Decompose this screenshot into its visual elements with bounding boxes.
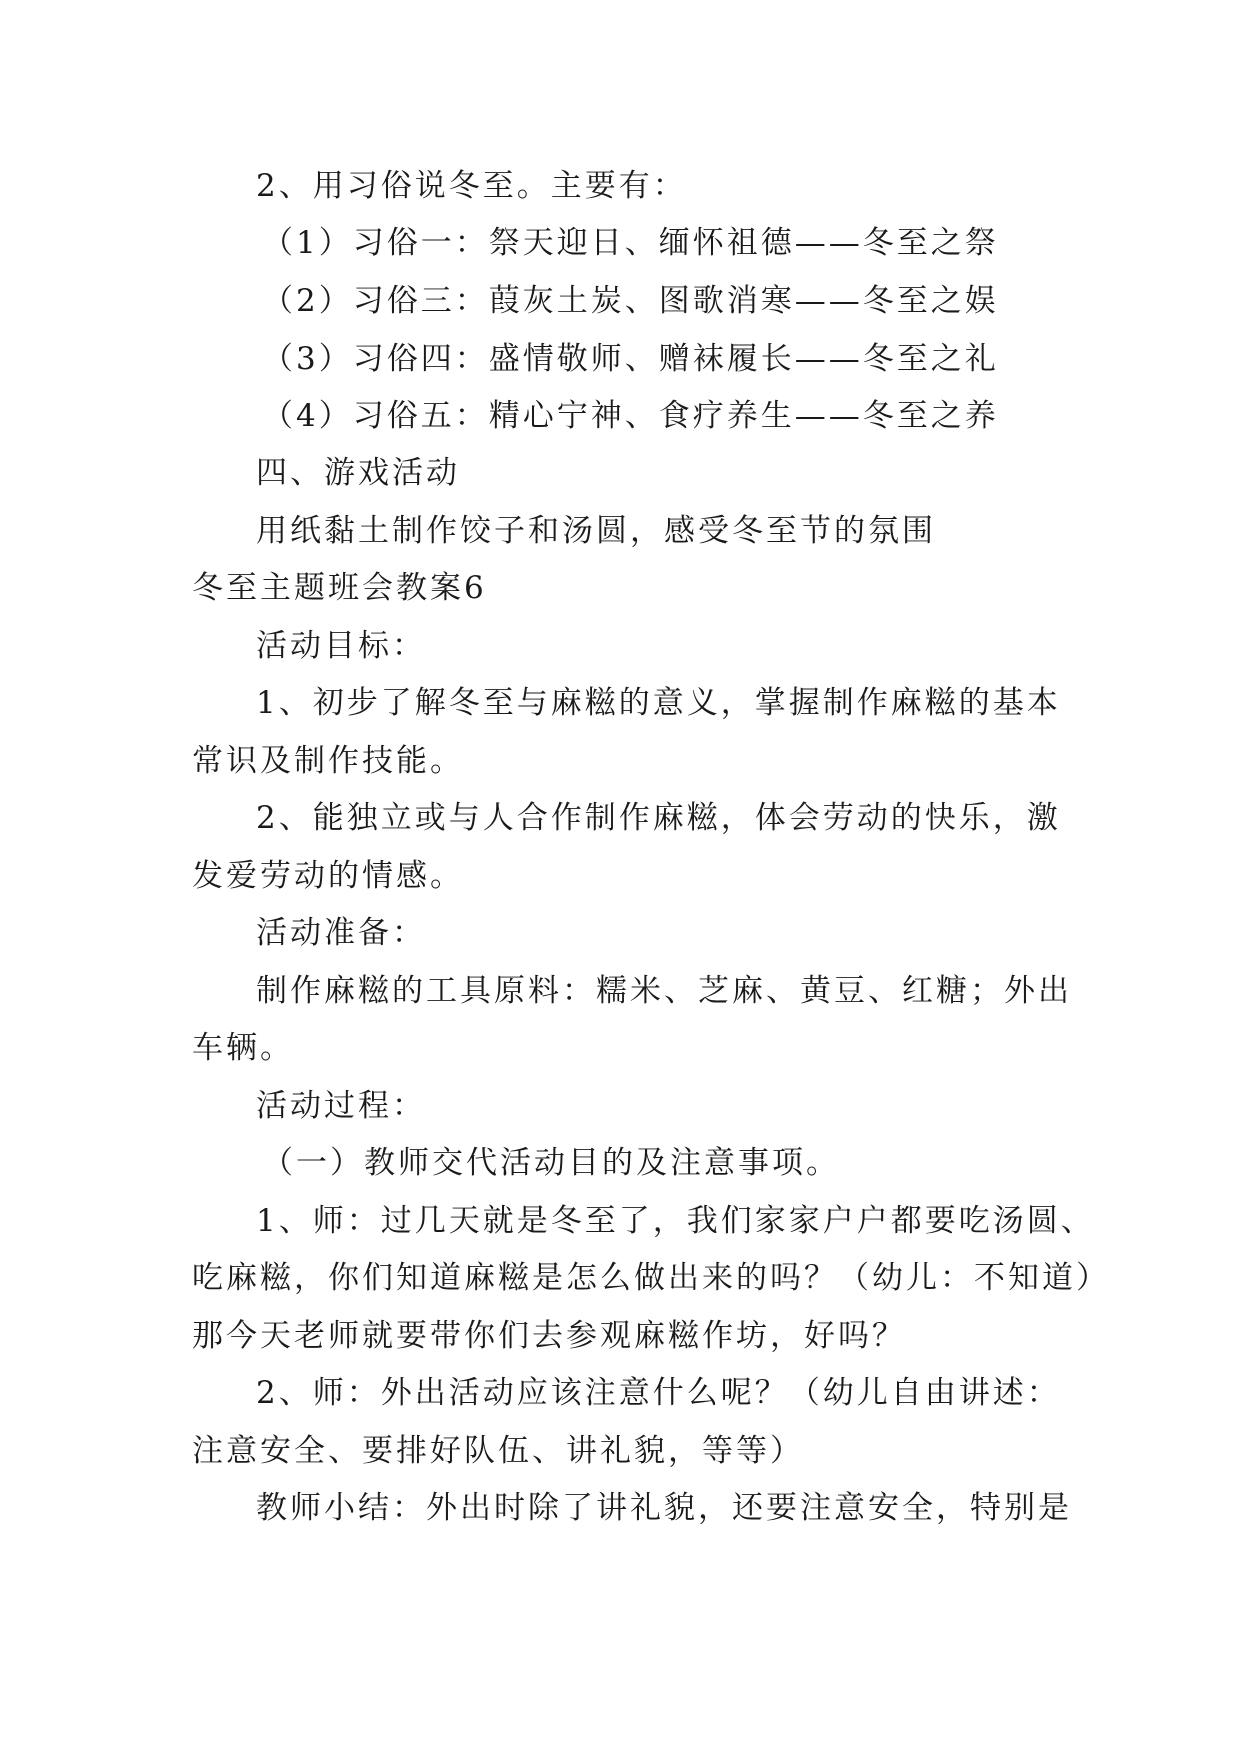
section-heading: 活动目标： bbox=[256, 628, 426, 664]
document-title: 冬至主题班会教案6 bbox=[192, 570, 487, 606]
paragraph-line: 常识及制作技能。 bbox=[192, 743, 464, 779]
paragraph-line: （一）教师交代活动目的及注意事项。 bbox=[262, 1145, 840, 1181]
paragraph-line: 吃麻糍，你们知道麻糍是怎么做出来的吗？（幼儿：不知道） bbox=[192, 1260, 1110, 1296]
paragraph-line: 2、师：外出活动应该注意什么呢？（幼儿自由讲述： bbox=[256, 1375, 1061, 1411]
paragraph-line: 2、能独立或与人合作制作麻糍，体会劳动的快乐，激 bbox=[256, 800, 1061, 836]
custom-item-3: （3）习俗四：盛情敬师、赠袜履长——冬至之礼 bbox=[262, 341, 999, 377]
custom-item-4: （4）习俗五：精心宁神、食疗养生——冬至之养 bbox=[262, 398, 999, 434]
paragraph-line: 2、用习俗说冬至。主要有： bbox=[256, 168, 687, 204]
custom-item-2: （2）习俗三：葭灰土炭、图歌消寒——冬至之娱 bbox=[262, 283, 999, 319]
paragraph-line: 1、师：过几天就是冬至了，我们家家户户都要吃汤圆、 bbox=[256, 1203, 1095, 1239]
paragraph-line: 注意安全、要排好队伍、讲礼貌，等等） bbox=[192, 1433, 804, 1469]
paragraph-line: 发爱劳动的情感。 bbox=[192, 858, 464, 894]
paragraph-line: 制作麻糍的工具原料：糯米、芝麻、黄豆、红糖；外出 bbox=[256, 973, 1072, 1009]
paragraph-line: 用纸黏土制作饺子和汤圆，感受冬至节的氛围 bbox=[256, 513, 936, 549]
paragraph-line: 1、初步了解冬至与麻糍的意义，掌握制作麻糍的基本 bbox=[256, 685, 1061, 721]
paragraph-line: 车辆。 bbox=[192, 1030, 294, 1066]
custom-item-1: （1）习俗一：祭天迎日、缅怀祖德——冬至之祭 bbox=[262, 225, 999, 261]
paragraph-line: 那今天老师就要带你们去参观麻糍作坊，好吗？ bbox=[192, 1318, 906, 1354]
paragraph-line: 教师小结：外出时除了讲礼貌，还要注意安全，特别是 bbox=[256, 1490, 1072, 1526]
section-heading: 活动过程： bbox=[256, 1088, 426, 1124]
section-heading: 活动准备： bbox=[256, 915, 426, 951]
section-heading: 四、游戏活动 bbox=[256, 455, 460, 491]
